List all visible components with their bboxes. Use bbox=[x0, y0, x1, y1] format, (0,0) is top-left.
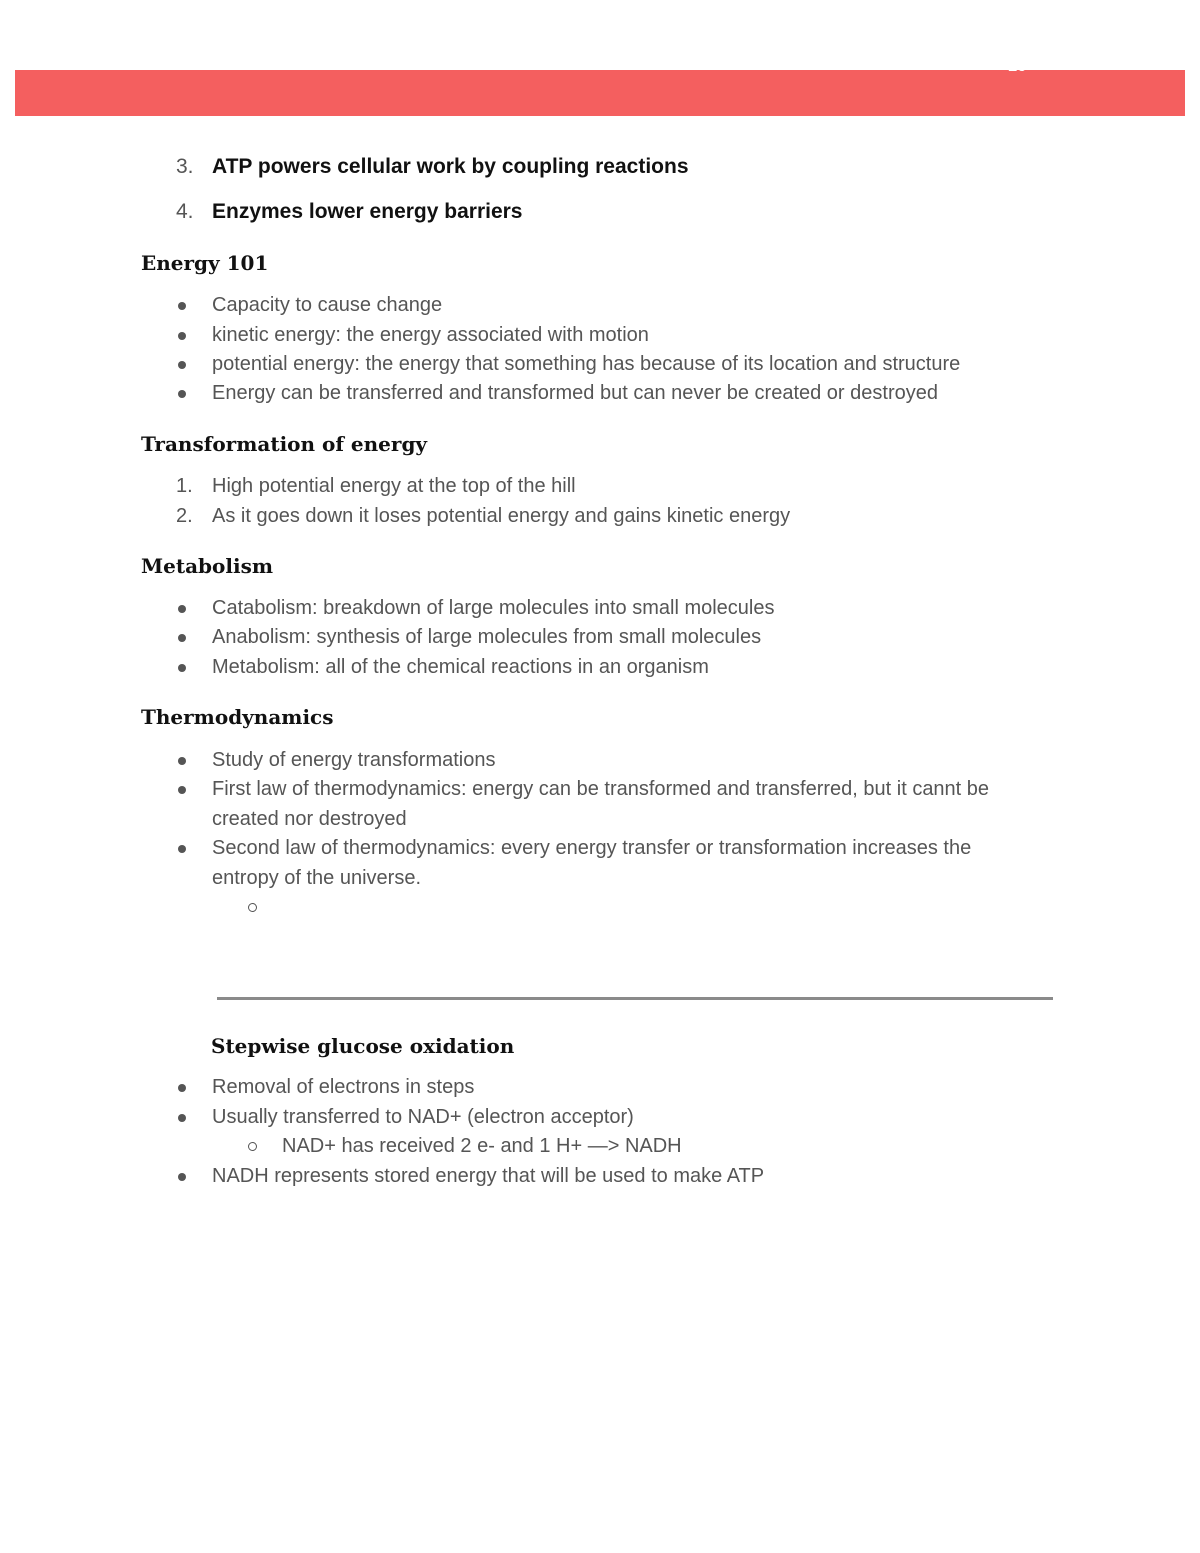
list-text: NAD+ has received 2 e- and 1 H+ —> NADH bbox=[282, 1135, 682, 1157]
bullet-icon bbox=[178, 605, 186, 613]
bullet-icon bbox=[178, 390, 186, 398]
bullet-icon bbox=[178, 332, 186, 340]
list-text: As it goes down it loses potential energy and gains kinetic energy bbox=[212, 505, 791, 527]
list-text: Second law of thermodynamics: every energy transfer or transformation increases the entropy of the universe. bbox=[212, 837, 972, 889]
list-item bbox=[178, 653, 1038, 683]
list-text: Usually transferred to NAD+ (electron acceptor) bbox=[212, 1106, 634, 1128]
sub-list-item bbox=[248, 1132, 682, 1162]
list-item bbox=[178, 321, 1038, 351]
section-heading-thermodynamics: Thermodynamics bbox=[141, 705, 334, 729]
list-text: NADH represents stored energy that will be used to make ATP bbox=[212, 1165, 765, 1187]
list-item bbox=[178, 291, 1038, 321]
list-item bbox=[178, 594, 1038, 624]
bullet-icon bbox=[178, 1114, 186, 1122]
bullet-icon bbox=[178, 1173, 186, 1181]
list-item bbox=[178, 1073, 1038, 1103]
list-number: 2. bbox=[176, 505, 193, 527]
page-number: 29 bbox=[1008, 56, 1027, 75]
section-heading-energy-101: Energy 101 bbox=[141, 251, 269, 275]
section-heading-glucose-oxidation: Stepwise glucose oxidation bbox=[211, 1034, 515, 1058]
bullet-icon bbox=[178, 634, 186, 642]
list-item bbox=[178, 379, 1038, 409]
list-number: 3. bbox=[176, 155, 194, 178]
list-text: Capacity to cause change bbox=[212, 294, 443, 316]
list-text: ATP powers cellular work by coupling reactions bbox=[212, 155, 689, 178]
list-item bbox=[176, 473, 576, 499]
list-text: potential energy: the energy that something has because of its location and structure bbox=[212, 353, 961, 375]
bullet-icon bbox=[178, 361, 186, 369]
list-item bbox=[178, 350, 1038, 380]
divider bbox=[217, 997, 1053, 1000]
bullet-icon bbox=[178, 1084, 186, 1092]
list-item bbox=[176, 154, 689, 180]
bullet-icon bbox=[178, 757, 186, 765]
list-text: Removal of electrons in steps bbox=[212, 1076, 475, 1098]
hollow-bullet-icon bbox=[248, 903, 257, 912]
list-item bbox=[178, 623, 1038, 653]
list-text: Energy can be transferred and transformed but can never be created or destroyed bbox=[212, 382, 938, 404]
bullet-icon bbox=[178, 786, 186, 794]
list-text: Metabolism: all of the chemical reactions in an organism bbox=[212, 656, 709, 678]
bullet-icon bbox=[178, 664, 186, 672]
list-item bbox=[176, 503, 790, 529]
list-item bbox=[178, 1103, 1038, 1133]
bullet-icon bbox=[178, 845, 186, 853]
hollow-bullet-icon bbox=[248, 1142, 257, 1151]
list-number: 1. bbox=[176, 475, 193, 497]
section-heading-transformation: Transformation of energy bbox=[141, 432, 428, 456]
section-heading-metabolism: Metabolism bbox=[141, 554, 274, 578]
list-item bbox=[178, 834, 1038, 893]
list-item bbox=[178, 746, 1038, 776]
list-number: 4. bbox=[176, 200, 194, 223]
list-text: High potential energy at the top of the hill bbox=[212, 475, 576, 497]
list-text: Catabolism: breakdown of large molecules into small molecules bbox=[212, 597, 775, 619]
list-text: kinetic energy: the energy associated with motion bbox=[212, 324, 649, 346]
header-bar bbox=[15, 70, 1185, 116]
list-text: Anabolism: synthesis of large molecules from small molecules bbox=[212, 626, 762, 648]
list-item bbox=[176, 199, 522, 225]
bullet-icon bbox=[178, 302, 186, 310]
list-text: Enzymes lower energy barriers bbox=[212, 200, 523, 223]
list-item bbox=[178, 1162, 1038, 1192]
list-text: Study of energy transformations bbox=[212, 749, 496, 771]
list-item bbox=[178, 775, 1038, 834]
list-text: First law of thermodynamics: energy can be transformed and transferred, but it cannt be created nor destroyed bbox=[212, 778, 990, 830]
